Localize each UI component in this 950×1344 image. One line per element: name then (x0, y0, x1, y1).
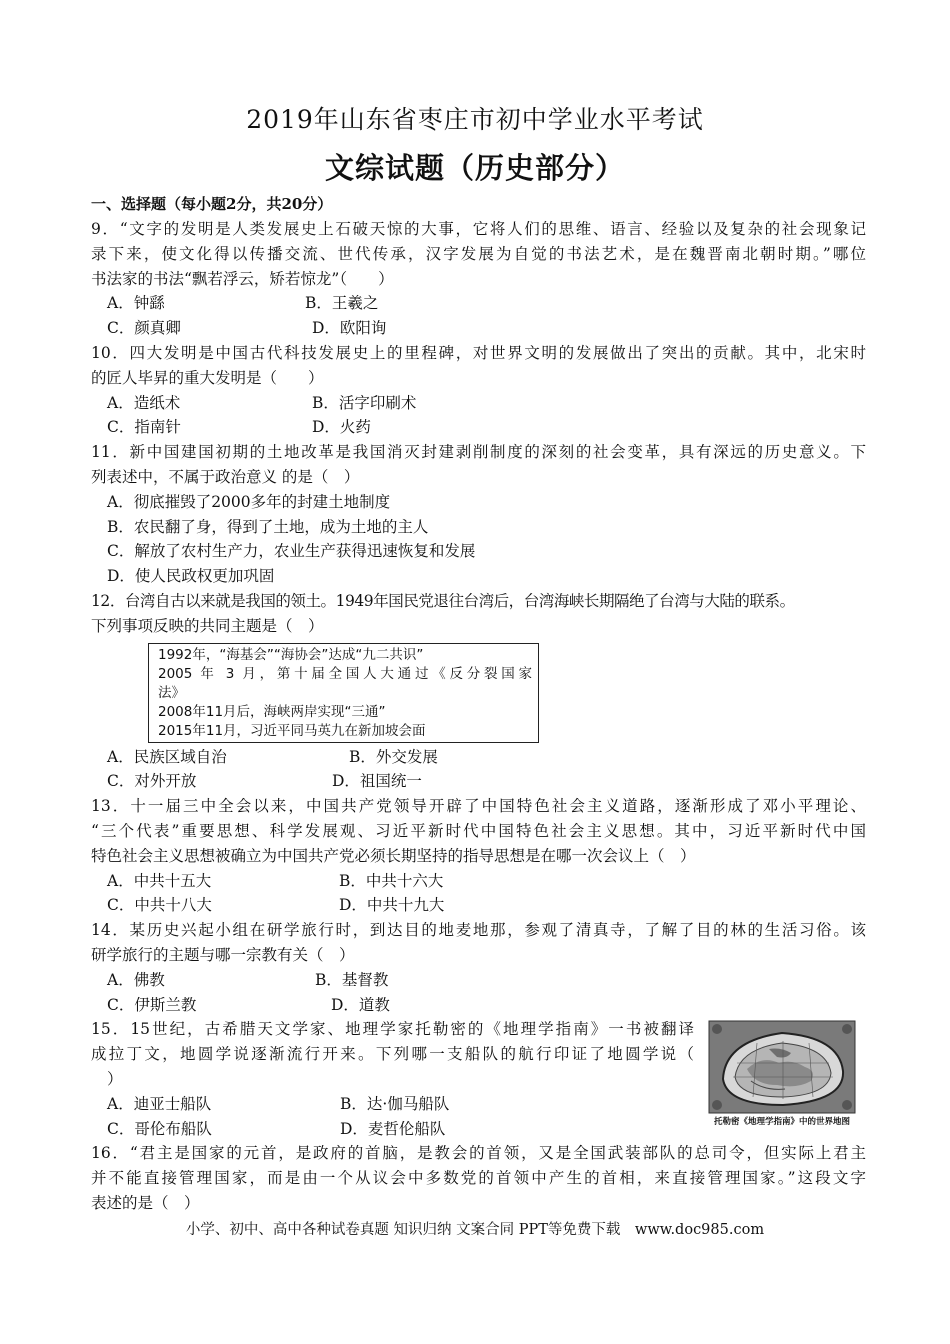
option-a: A．迪亚士船队 (107, 1094, 212, 1113)
question-10 (91, 341, 866, 440)
question-text: 12．台湾自古以来就是我国的领土。1949年国民党退往台湾后，台湾海峡长期隔绝了台湾与大陆的联系。 (91, 591, 795, 610)
option-a: A．民族区域自治 (107, 747, 227, 766)
option-b: B．王羲之 (305, 294, 379, 313)
page-footer: 小学、初中、高中各种试卷真题 知识归纳 文案合同 PPT等免费下载 www.doc985.com (185, 1222, 765, 1238)
option-b: B．活字印刷术 (312, 393, 417, 412)
question-text: 特色社会主义思想被确立为中国共产党必须长期坚持的指导思想是在哪一次会议上（ ） (91, 846, 696, 865)
option-a: A．彻底摧毁了2000多年的封建土地制度 (107, 492, 391, 511)
material-line: 1992年，“海基会”“海协会”达成“九二共识” (158, 646, 424, 663)
material-box (148, 643, 539, 743)
material-line: 2015年11月，习近平同马英九在新加坡会面 (158, 722, 426, 739)
option-d: D．欧阳询 (312, 319, 387, 338)
option-d: D．道教 (331, 995, 390, 1014)
option-c: C．伊斯兰教 (107, 995, 197, 1014)
option-b: B．外交发展 (349, 747, 438, 766)
question-14 (91, 918, 866, 1017)
question-text: 表述的是（ ） (91, 1193, 200, 1212)
option-a: A．钟繇 (107, 294, 165, 313)
question-text: 的匠人毕昇的重大发明是（ ） (91, 368, 324, 387)
option-c: C．颜真卿 (107, 319, 181, 338)
question-text: 16．“君主是国家的元首，是政府的首脑，是教会的首领，又是全国武装部队的总司令，但实际上君主 (91, 1144, 866, 1163)
material-line: 2005 年 3 月，第十届全国人大通过《反分裂国家 (158, 665, 532, 682)
ptolemy-world-map-image (707, 1019, 857, 1129)
option-b: B．达·伽马船队 (340, 1094, 450, 1113)
question-text: 列表述中，不属于政治意义 的是（ ） (91, 467, 360, 486)
question-text: 研学旅行的主题与哪一宗教有关（ ） (91, 945, 355, 964)
question-16 (91, 1141, 866, 1215)
question-text: 并不能直接管理国家，而是由一个从议会中多数党的首领中产生的首相，来直接管理国家。”这段文字 (91, 1169, 866, 1188)
question-text: 14．某历史兴起小组在研学旅行时，到达目的地麦地那，参观了清真寺，了解了目的林的生活习俗。该 (91, 921, 866, 940)
option-a: A．佛教 (107, 970, 165, 989)
question-text: 13．十一届三中全会以来，中国共产党领导开辟了中国特色社会主义道路，逐渐形成了邓小平理论、 (91, 797, 866, 816)
question-text: 录下来，使文化得以传播交流、世代传承，汉字发展为自觉的书法艺术，是在魏晋南北朝时期。”哪位 (91, 244, 866, 263)
option-c: C．解放了农村生产力，农业生产获得迅速恢复和发展 (107, 542, 476, 561)
question-text: 下列事项反映的共同主题是（ ） (91, 616, 324, 635)
question-text: “三个代表”重要思想、科学发展观、习近平新时代中国特色社会主义思想。其中，习近平新时代中国 (91, 821, 866, 840)
section-heading: 一、选择题（每小题2分，共20分） (91, 195, 333, 213)
option-d: D．中共十九大 (339, 896, 445, 915)
exam-title: 2019年山东省枣庄市初中学业水平考试 (246, 105, 704, 134)
question-text: 9．“文字的发明是人类发展史上石破天惊的大事，它将人们的思维、语言、经验以及复杂的社会现象记 (91, 220, 866, 238)
option-a: A．中共十五大 (107, 871, 212, 890)
material-line: 法》 (158, 684, 185, 701)
question-text: 11．新中国建国初期的土地改革是我国消灭封建剥削制度的深刻的社会变革，具有深远的历史意义。下 (91, 443, 866, 462)
option-b: B．农民翻了身，得到了土地，成为土地的主人 (107, 517, 429, 536)
option-c: C．对外开放 (107, 772, 197, 791)
question-text: 10．四大发明是中国古代科技发展史上的里程碑，对世界文明的发展做出了突出的贡献。其中，北宋时 (91, 343, 866, 362)
option-c: C．指南针 (107, 418, 181, 437)
question-text: 15．15世纪，古希腊天文学家、地理学家托勒密的《地理学指南》一书被翻译 (91, 1020, 694, 1039)
question-12 (91, 589, 866, 794)
question-13 (91, 794, 866, 918)
questions (91, 217, 866, 1216)
exam-subtitle: 文综试题（历史部分） (324, 151, 625, 185)
question-text: 书法家的书法“飘若浮云，矫若惊龙”（ ） (91, 269, 394, 288)
option-a: A．造纸术 (107, 393, 181, 412)
option-b: B．中共十六大 (339, 871, 444, 890)
question-text: ） (107, 1069, 123, 1088)
question-15 (91, 1017, 866, 1141)
question-11 (91, 440, 866, 589)
option-c: C．哥伦布船队 (107, 1119, 212, 1138)
question-text: 成拉丁文，地圆学说逐渐流行开来。下列哪一支船队的航行印证了地圆学说（ (91, 1045, 694, 1064)
option-d: D．使人民政权更加巩固 (107, 567, 275, 586)
material-line: 2008年11月后，海峡两岸实现“三通” (158, 703, 386, 720)
option-c: C．中共十八大 (107, 896, 212, 915)
option-d: D．祖国统一 (332, 772, 422, 791)
question-9 (91, 217, 866, 341)
option-d: D．麦哲伦船队 (340, 1119, 446, 1138)
option-b: B．基督教 (315, 970, 389, 989)
option-d: D．火药 (312, 418, 371, 437)
map-caption: 托勒密《地理学指南》中的世界地图 (713, 1117, 851, 1128)
